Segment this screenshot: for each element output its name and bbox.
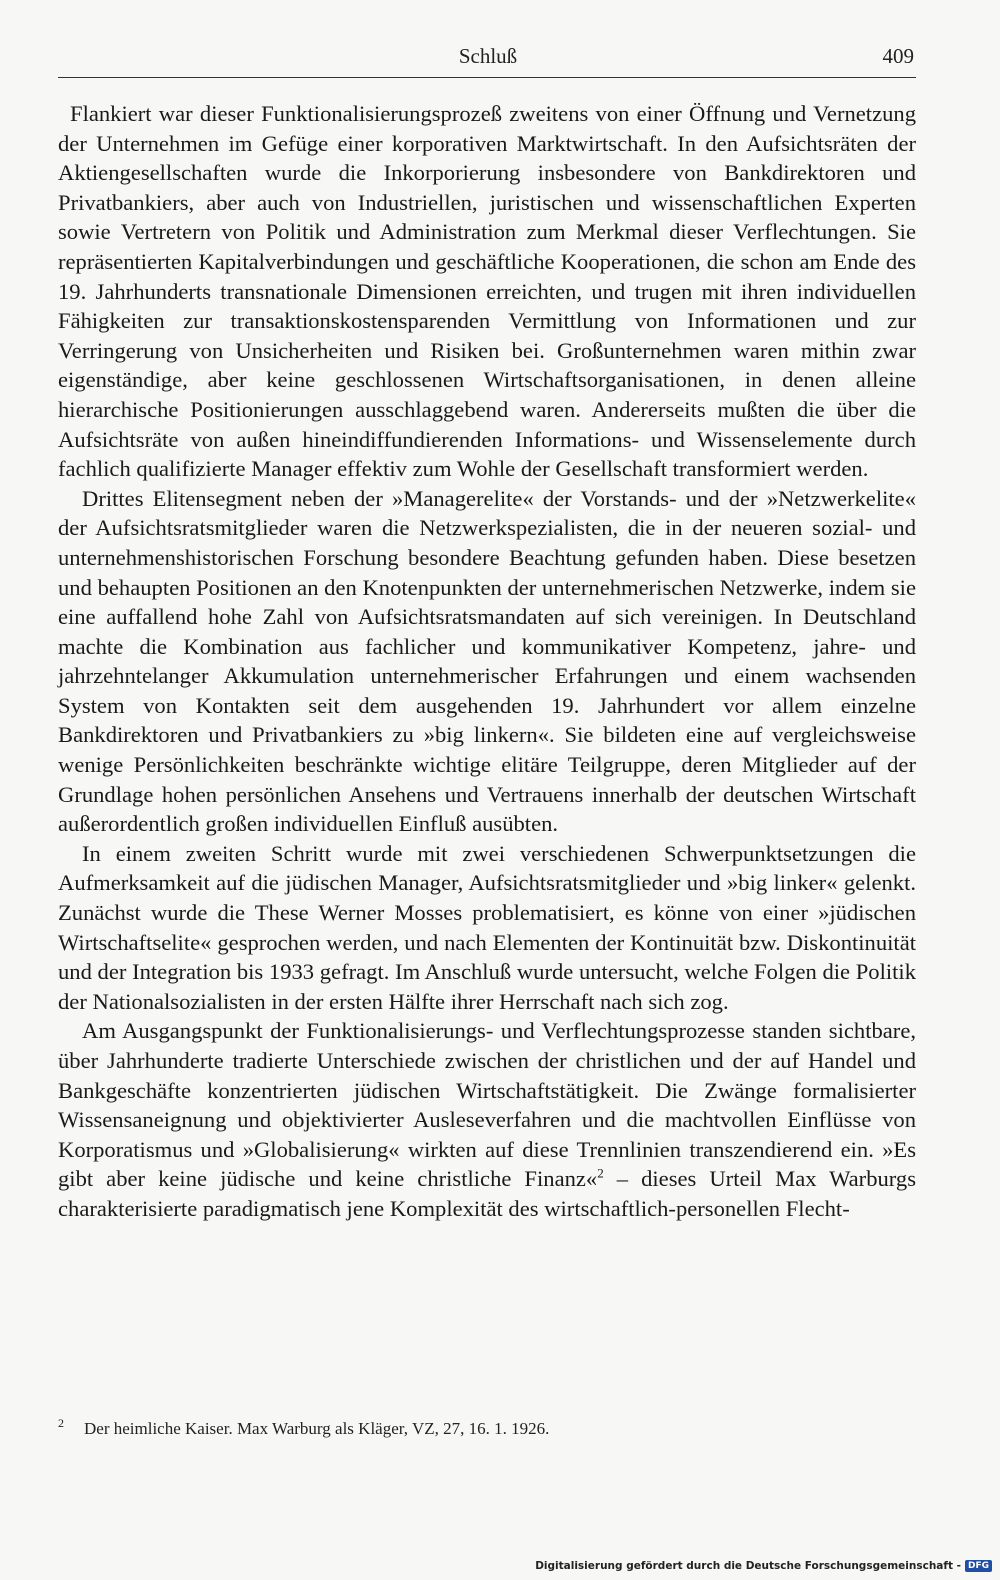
page-number: 409 bbox=[882, 44, 914, 68]
footnote-text: Der heimliche Kaiser. Max Warburg als Kläger, VZ, 27, 16. 1. 1926. bbox=[84, 1419, 550, 1438]
paragraph: In einem zweiten Schritt wurde mit zwei verschiedenen Schwerpunktsetzungen die Aufmerksamkeit auf die jüdischen Manager, Aufsichtsratsmitglieder und »big linker« gelenkt. Zunächst wurde die These Werner Mosses problematisiert, es könne von einer »jüdischen Wirtschaftselite« gesprochen werden, und nach Elementen der Kontinuität bzw. Diskontinuität und der Integration bis 1933 gefragt. Im Anschluß wurde untersucht, welche Folgen die Politik der Nationalsozialisten in der ersten Hälfte ihrer Herrschaft nach sich zog. bbox=[58, 840, 916, 1014]
header-rule bbox=[58, 77, 916, 78]
dfg-logo-icon: DFG bbox=[965, 1560, 992, 1572]
body-text bbox=[58, 99, 916, 1224]
paragraph-text: Am Ausgangspunkt der Funktionalisierungs- und Verflechtungsprozesse standen sichtbare, über Jahrhunderte tradierte Unterschiede zwischen der christlichen und der auf Handel und Bankgeschäfte konzentrierten jüdischen Wirtschaftstätigkeit. Die Zwänge formalisierter Wissensaneignung und objektivierter Ausleseverfahren und die machtvollen Einflüsse von Korporatismus und »Globalisierung« wirkten auf diese Trennlinien transzendierend ein. »Es gibt aber keine jüdische und keine christliche Finanz« bbox=[58, 1018, 916, 1192]
credit-text: Digitalisierung gefördert durch die Deutsche Forschungsgemeinschaft - bbox=[535, 1560, 961, 1572]
paragraph bbox=[58, 1016, 916, 1223]
chapter-title: Schluß bbox=[458, 44, 518, 68]
paragraph: Drittes Elitensegment neben der »Managerelite« der Vorstands- und der »Netzwerkelite« der Aufsichtsratsmitglieder waren die Netzwerkspezialisten, die in der neueren sozial- und unternehmenshistorischen Forschung besondere Beachtung gefunden haben. Diese besetzen und behaupten Positionen an den Knotenpunkten der unternehmerischen Netzwerke, indem sie eine auffallend hohe Zahl von Aufsichtsratsmandaten auf sich vereinigen. In Deutschland machte die Kombination aus fachlicher und kommunikativer Kompetenz, jahre- und jahrzehntelanger Akkumulation unternehmerischer Erfahrungen und einem wachsenden System von Kontakten seit dem ausgehenden 19. Jahrhundert vor allem einzelne Bankdirektoren und Privatbankiers zu »big linkern«. Sie bildeten eine auf vergleichsweise wenige Persönlichkeiten beschränkte wichtige elitäre Teilgruppe, deren Mitglieder auf der Grundlage hohen persönlichen Ansehens und Vertrauens innerhalb der deutschen Wirtschaft außerordentlich großen individuellen Einfluß ausübten. bbox=[58, 485, 916, 837]
running-head bbox=[58, 44, 918, 74]
paragraph-text: – dieses Urteil Max Warburgs charakterisierte paradigmatisch jene Komplexität des wirtschaftlich-personellen Flecht- bbox=[58, 1166, 917, 1221]
footnote-reference: 2 bbox=[597, 1165, 604, 1181]
footnote: 2 Der heimliche Kaiser. Max Warburg als Kläger, VZ, 27, 16. 1. 1926. bbox=[58, 1416, 550, 1438]
digitization-credit bbox=[535, 1558, 992, 1574]
paragraph: Flankiert war dieser Funktionalisierungsprozeß zweitens von einer Öffnung und Vernetzung der Unternehmen im Gefüge einer korporativen Marktwirtschaft. In den Aufsichtsräten der Aktiengesellschaften wurde die Inkorporierung insbesondere von Bankdirektoren und Privatbankiers, aber auch von Industriellen, juristischen und wissenschaftlichen Experten sowie Vertretern von Politik und Administration zum Merkmal dieser Verflechtungen. Sie repräsentierten Kapitalverbindungen und geschäftliche Kooperationen, die schon am Ende des 19. Jahrhunderts transnationale Dimensionen erreichten, und trugen mit ihren individuellen Fähigkeiten zur transaktionskostensparenden Vermittlung von Informationen und zur Verringerung von Unsicherheiten und Risiken bei. Großunternehmen waren mithin zwar eigenständige, aber keine geschlossenen Wirtschaftsorganisationen, in denen alleine hierarchische Positionierungen ausschlaggebend waren. Andererseits mußten die über die Aufsichtsräte von außen hineindiffundierenden Informations- und Wissenselemente durch fachlich qualifizierte Manager effektiv zum Wohle der Gesellschaft transformiert werden. bbox=[58, 101, 916, 482]
